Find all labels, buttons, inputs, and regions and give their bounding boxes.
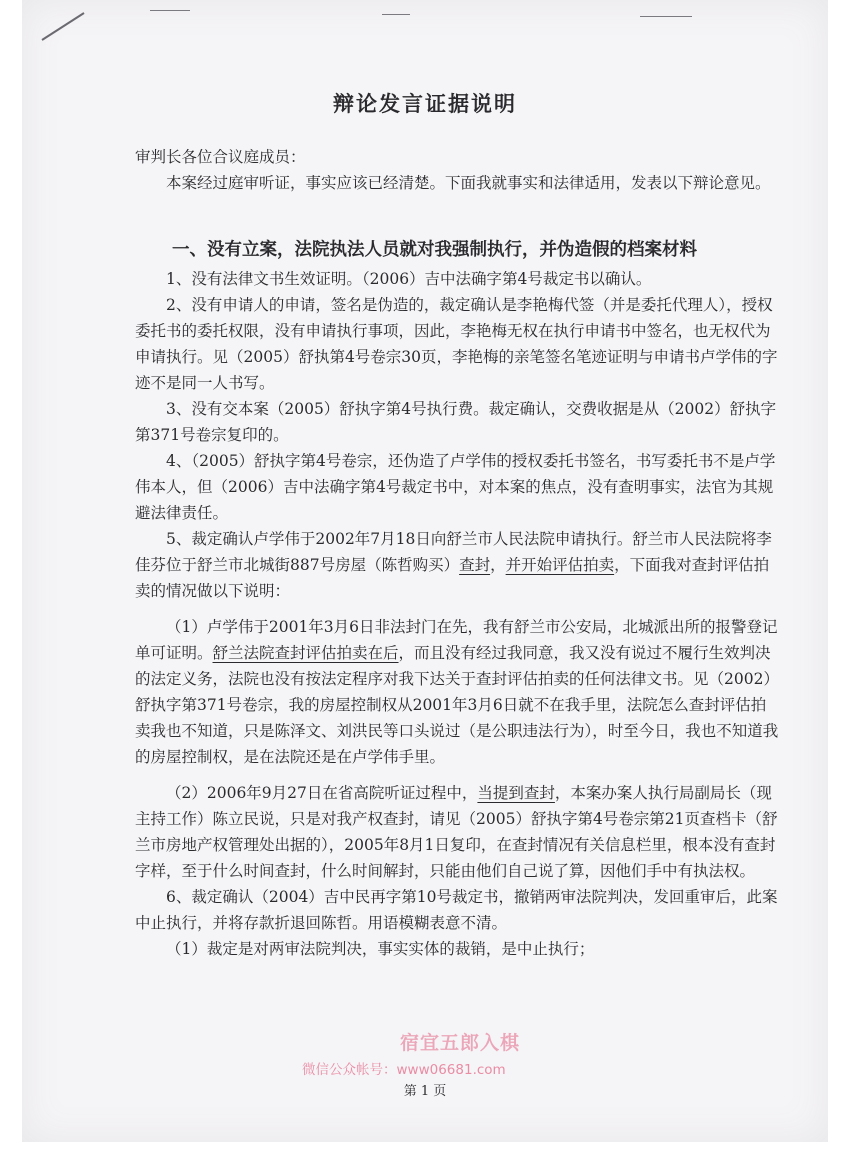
subpoint-1: （1）卢学伟于2001年3月6日非法封门在先，我有舒兰市公安局，北城派出所的报警登记单可证明。舒兰法院查封评估拍卖在后，而且没有经过我同意，我又没有说过不履行生效判决的法定义务，法院也没有按法定程序对我下达关于查封评估拍卖的任何法律文书。见（2002）舒执字第371号卷宗，我的房屋控制权从2001年3月6日就不在我手里，法院怎么查封评估拍卖我也不知道，只是陈泽文、刘洪民等口头说过（是公职违法行为），时至今日，我也不知道我的房屋控制权，是在法院还是在卢学伟手里。 <box>135 618 779 766</box>
watermark-brand: 宿宜五郎入棋 <box>400 1032 521 1054</box>
underlined-auction: 并开始评估拍卖 <box>505 556 615 574</box>
point-6-sub-1: （1）裁定是对两审法院判决，事实实体的裁销，是中止执行； <box>166 940 595 958</box>
point-5: 5、裁定确认卢学伟于2002年7月18日向舒兰市人民法院申请执行。舒兰市人民法院将李佳芬位于舒兰市北城街887号房屋（陈哲购买）查封，并开始评估拍卖，下面我对查封评估拍卖的情况做以下说明： <box>135 530 772 600</box>
section-heading: 一、没有立案，法院执法人员就对我强制执行，并伪造假的档案材料 <box>172 240 697 260</box>
watermark-account: 微信公众帐号：www06681.com <box>302 1062 506 1078</box>
staple-mark-icon <box>40 10 88 42</box>
point-3: 3、没有交本案（2005）舒执字第4号执行费。裁定确认，交费收据是从（2002）舒执字第371号卷宗复印的。 <box>135 400 777 444</box>
document-title: 辩论发言证据说明 <box>333 92 517 116</box>
point-2: 2、没有申请人的申请，签名是伪造的，裁定确认是李艳梅代签（并是委托代理人），授权委托书的委托权限，没有申请执行事项，因此，李艳梅无权在执行申请书中签名，也无权代为申请执行。见（2005）舒执第4号卷宗30页，李艳梅的亲笔签名笔迹证明与申请书卢学伟的字迹不是同一人书写。 <box>135 296 778 392</box>
salutation-block <box>135 144 780 196</box>
salutation: 审判长各位合议庭成员： <box>135 148 306 166</box>
underlined-court-seal: 舒兰法院查封评估拍卖在后 <box>212 644 399 662</box>
point-6: 6、裁定确认（2004）吉中民再字第10号裁定书，撤销两审法院判决，发回重审后，此案中止执行，并将存款折退回陈哲。用语模糊表意不清。 <box>135 888 778 932</box>
subpoint-2: （2）2006年9月27日在省高院听证过程中，当提到查封，本案办案人执行局副局长（现主持工作）陈立民说，只是对我产权查封，请见（2005）舒执字第4号卷宗第21页查档卡（舒兰市房地产权管理处出据的），2005年8月1日复印，在查封情况有关信息栏里，根本没有查封字样，至于什么时间查封，什么时间解封，只能由他们自己说了算，因他们手中有执法权。 <box>135 784 778 880</box>
intro-paragraph: 本案经过庭审听证，事实应该已经清楚。下面我就事实和法律适用，发表以下辩论意见。 <box>166 174 771 192</box>
point-4: 4、（2005）舒执字第4号卷宗，还伪造了卢学伟的授权委托书签名，书写委托书不是卢学伟本人，但（2006）吉中法确字第4号裁定书中，对本案的焦点，没有查明事实，法官为其规避法律责任。 <box>135 452 776 522</box>
page-number: 第 1 页 <box>403 1084 447 1099</box>
underlined-seal: 查封 <box>459 556 491 574</box>
underlined-mention: 当提到查封 <box>477 784 555 802</box>
body-text <box>135 266 780 962</box>
point-1: 1、没有法律文书生效证明。（2006）吉中法确字第4号裁定书以确认。 <box>166 270 652 288</box>
